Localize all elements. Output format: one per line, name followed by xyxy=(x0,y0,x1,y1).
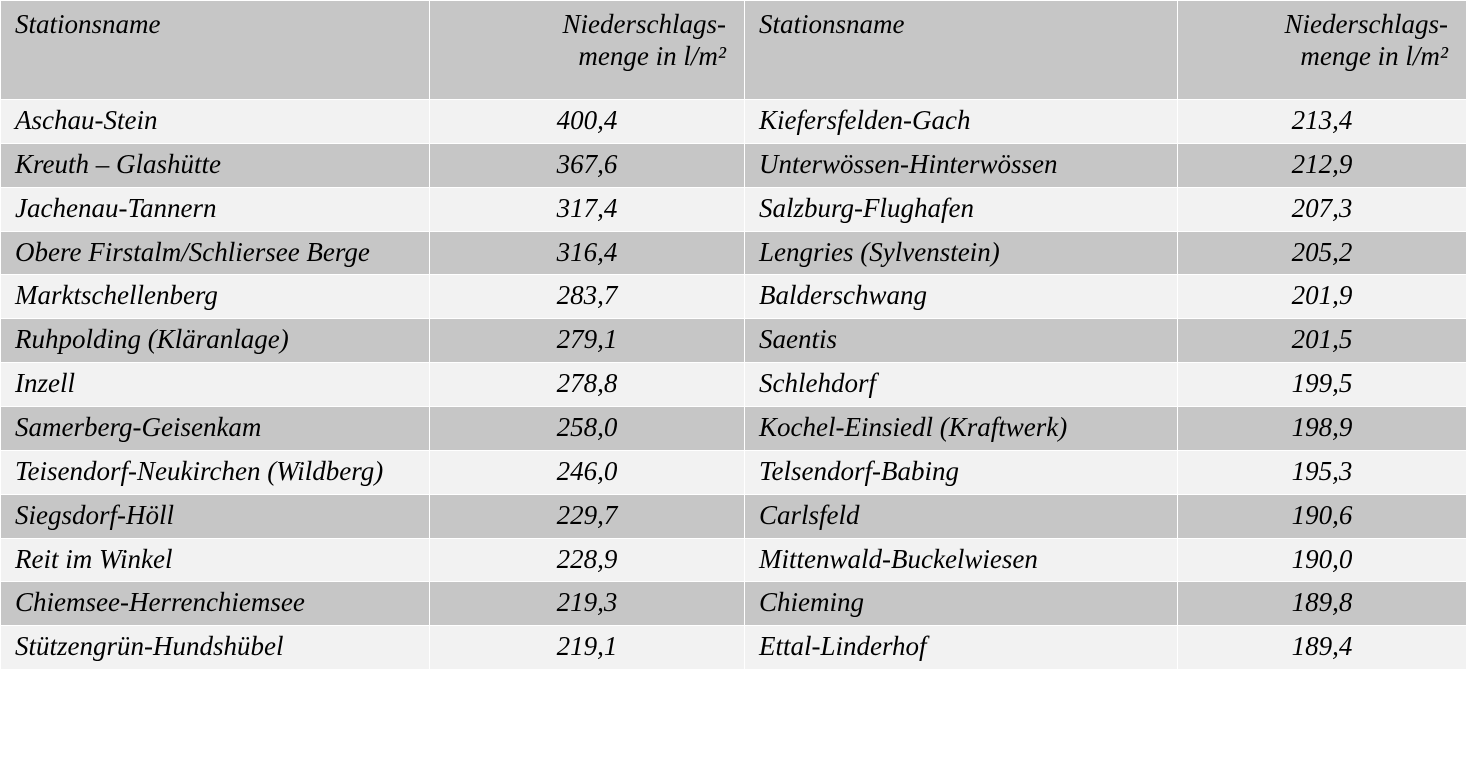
cell-amount-left: 246,0 xyxy=(430,450,745,494)
cell-station-right: Schlehdorf xyxy=(745,363,1178,407)
cell-amount-left: 283,7 xyxy=(430,275,745,319)
cell-station-right: Chieming xyxy=(745,582,1178,626)
table-header-row xyxy=(1,1,1466,100)
cell-station-right: Carlsfeld xyxy=(745,494,1178,538)
table-row xyxy=(1,538,1466,582)
cell-amount-right: 207,3 xyxy=(1178,187,1466,231)
table-row xyxy=(1,143,1466,187)
table-row xyxy=(1,407,1466,451)
cell-amount-left: 219,3 xyxy=(430,582,745,626)
cell-station-right: Kochel-Einsiedl (Kraftwerk) xyxy=(745,407,1178,451)
cell-station-right: Salzburg-Flughafen xyxy=(745,187,1178,231)
column-header-station-left: Stationsname xyxy=(1,1,430,100)
cell-amount-right: 195,3 xyxy=(1178,450,1466,494)
cell-station-left: Aschau-Stein xyxy=(1,100,430,144)
cell-station-left: Marktschellenberg xyxy=(1,275,430,319)
column-header-amount-left-line1: Niederschlags- xyxy=(562,9,726,39)
cell-amount-left: 400,4 xyxy=(430,100,745,144)
cell-amount-right: 190,0 xyxy=(1178,538,1466,582)
table-body xyxy=(1,100,1466,670)
cell-station-left: Chiemsee-Herrenchiemsee xyxy=(1,582,430,626)
cell-station-left: Ruhpolding (Kläranlage) xyxy=(1,319,430,363)
cell-amount-left: 229,7 xyxy=(430,494,745,538)
cell-station-right: Lengries (Sylvenstein) xyxy=(745,231,1178,275)
table-row xyxy=(1,275,1466,319)
cell-station-right: Mittenwald-Buckelwiesen xyxy=(745,538,1178,582)
column-header-station-right: Stationsname xyxy=(745,1,1178,100)
cell-station-left: Samerberg-Geisenkam xyxy=(1,407,430,451)
table-row xyxy=(1,100,1466,144)
table-row xyxy=(1,231,1466,275)
column-header-amount-right-line2: menge in l/m² xyxy=(1300,40,1448,71)
cell-amount-right: 213,4 xyxy=(1178,100,1466,144)
cell-amount-right: 199,5 xyxy=(1178,363,1466,407)
cell-amount-left: 258,0 xyxy=(430,407,745,451)
cell-amount-left: 367,6 xyxy=(430,143,745,187)
cell-station-left: Teisendorf-Neukirchen (Wildberg) xyxy=(1,450,430,494)
cell-station-left: Obere Firstalm/Schliersee Berge xyxy=(1,231,430,275)
cell-amount-right: 212,9 xyxy=(1178,143,1466,187)
cell-amount-right: 198,9 xyxy=(1178,407,1466,451)
cell-station-left: Kreuth – Glashütte xyxy=(1,143,430,187)
cell-amount-right: 201,9 xyxy=(1178,275,1466,319)
cell-station-right: Telsendorf-Babing xyxy=(745,450,1178,494)
cell-amount-left: 317,4 xyxy=(430,187,745,231)
cell-amount-left: 228,9 xyxy=(430,538,745,582)
cell-amount-right: 189,4 xyxy=(1178,626,1466,670)
column-header-amount-right xyxy=(1178,1,1466,100)
column-header-amount-left-line2: menge in l/m² xyxy=(578,40,726,71)
table-head xyxy=(1,1,1466,100)
column-header-amount-left xyxy=(430,1,745,100)
cell-amount-right: 190,6 xyxy=(1178,494,1466,538)
cell-amount-left: 219,1 xyxy=(430,626,745,670)
column-header-amount-right-line1: Niederschlags- xyxy=(1284,9,1448,39)
cell-station-left: Stützengrün-Hundshübel xyxy=(1,626,430,670)
table-row xyxy=(1,582,1466,626)
cell-amount-left: 316,4 xyxy=(430,231,745,275)
table-row xyxy=(1,187,1466,231)
cell-station-left: Jachenau-Tannern xyxy=(1,187,430,231)
table-row xyxy=(1,450,1466,494)
cell-amount-right: 201,5 xyxy=(1178,319,1466,363)
cell-station-right: Kiefersfelden-Gach xyxy=(745,100,1178,144)
cell-station-right: Unterwössen-Hinterwössen xyxy=(745,143,1178,187)
cell-amount-left: 279,1 xyxy=(430,319,745,363)
table-row xyxy=(1,319,1466,363)
cell-amount-right: 189,8 xyxy=(1178,582,1466,626)
cell-station-left: Inzell xyxy=(1,363,430,407)
cell-station-left: Reit im Winkel xyxy=(1,538,430,582)
cell-station-right: Ettal-Linderhof xyxy=(745,626,1178,670)
table-row xyxy=(1,626,1466,670)
table-row xyxy=(1,494,1466,538)
cell-station-right: Balderschwang xyxy=(745,275,1178,319)
cell-station-left: Siegsdorf-Höll xyxy=(1,494,430,538)
cell-station-right: Saentis xyxy=(745,319,1178,363)
cell-amount-left: 278,8 xyxy=(430,363,745,407)
table-row xyxy=(1,363,1466,407)
cell-amount-right: 205,2 xyxy=(1178,231,1466,275)
